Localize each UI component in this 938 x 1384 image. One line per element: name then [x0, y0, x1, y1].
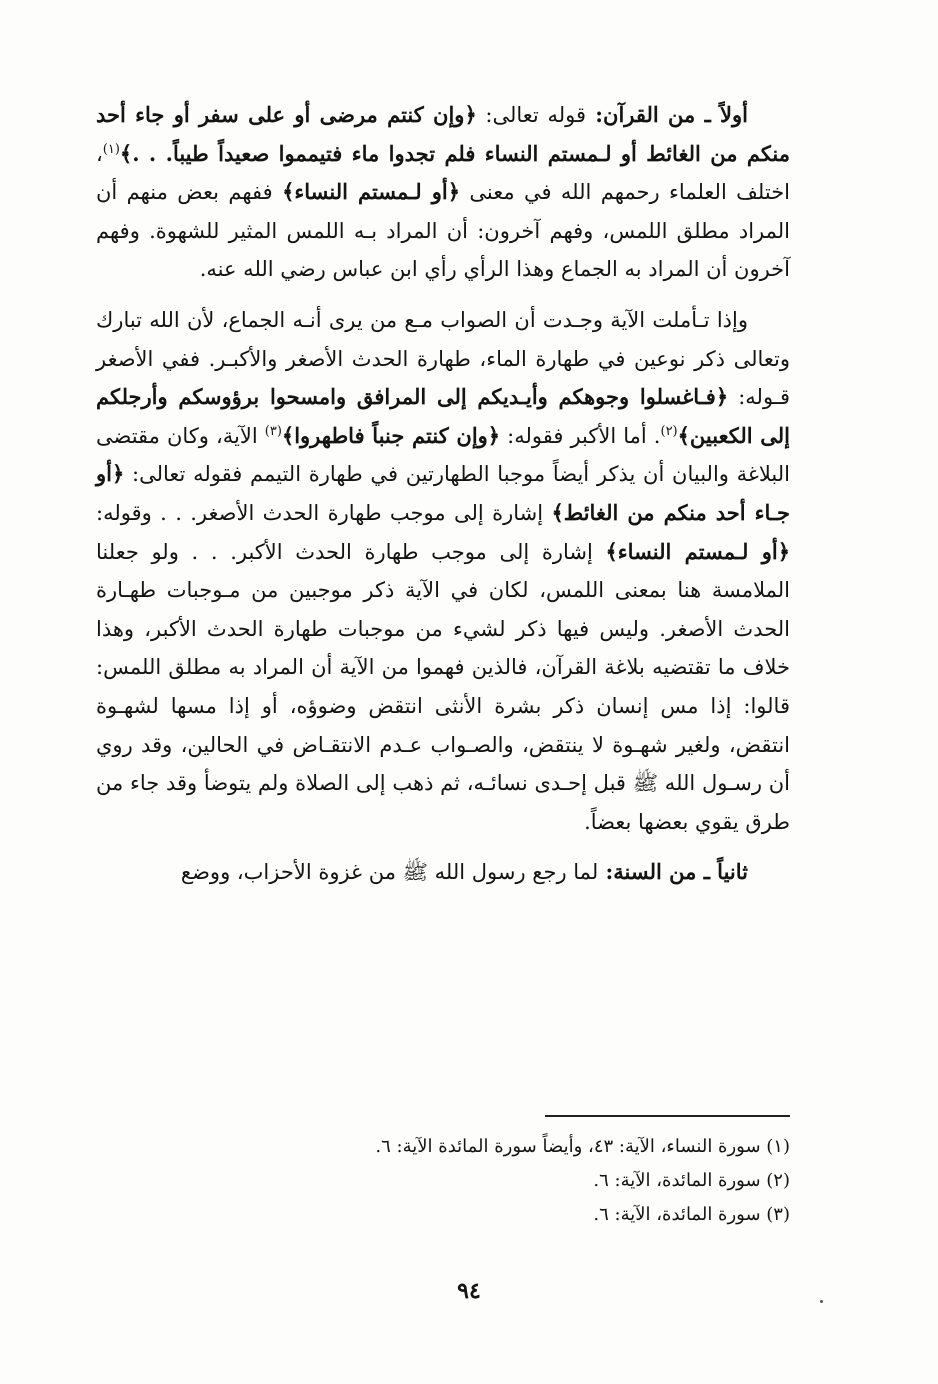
text-run: لما رجع رسول الله ﷺ من غزوة الأحزاب، ووضع [180, 860, 599, 885]
text-run: . أما الأكبر فقوله: [500, 423, 661, 448]
verse-quote: ﴿وإن كنتم جنباً فاطهروا﴾ [281, 422, 501, 448]
verse-quote: ﴿أو جـاء أحد منكم من الغائط﴾ [96, 461, 790, 525]
heading-from-quran: أولاً ـ من القرآن: [586, 102, 748, 127]
verse-quote: ﴿أو لـمستم النساء﴾ [282, 179, 461, 205]
verse-quote: ﴿وإن كنتم مرضى أو على سفر أو جاء أحد منكم من الغائط أو لـمستم النساء فلم تجدوا ماء فتيمموا صعيداً طيباً. . .﴾ [96, 102, 790, 166]
footnote-divider [545, 1115, 790, 1117]
verse-quote: ﴿أو لـمستم النساء﴾ [605, 538, 790, 564]
text-run: قوله تعالى: [476, 103, 586, 127]
page-number: ٩٤ [457, 1278, 481, 1304]
footnote-ref-2: (٢) [660, 423, 678, 439]
text-run: ففهم بعض منهم أن المراد مطلق اللمس، وفهم آخرون: أن المراد بـه اللمس المثير للشهوة. وفهم آخرون أن المراد به الجماع وهذا الرأي رأي ابن عباس رضي الله عنه. [96, 180, 790, 282]
text-run: الآية، وكان مقتضى البلاغة والبيان أن يذكر أيضاً موجبا الطهارتين في طهارة التيمم فقوله تعالى: [96, 423, 790, 487]
footnote-3: (٣) سورة المائدة، الآية: ٦. [593, 1204, 790, 1225]
paragraph-quran [96, 96, 790, 289]
verse-quote: ﴿فـاغسلوا وجوهكم وأيـديكم إلى المرافق وامسحوا برؤوسكم وأرجلكم إلى الكعبين﴾ [96, 384, 790, 448]
footnote-ref-1: (١) [102, 141, 120, 157]
text-run: إشارة إلى موجب طهارة الحدث الأكبر. . . ولو جعلنا الملامسة هنا بمعنى اللمس، لكان في الآية ذكر موجبين من مـوجبات طهـارة الحدث الأصغر. وليس فيها ذكر لشيء من موجبات طهارة الحدث الأكبر، وهذا خلاف ما تقتضيه بلاغة القرآن، فالذين فهموا من الآية أن المراد به مطلق اللمس: قالوا: إذا مس إنسان ذكر بشرة الأنثى انتقض وضوؤه، أو إذا مسها لشهـوة انتقض، ولغير شهـوة لا ينتقض، والصـواب عـدم الانتقـاض في الحالين، وقد روي أن رسـول الله ﷺ قبل إحـدى نسائـه، ثم ذهب إلى الصلاة ولم يتوضأ وقد جاء من طرق يقوي بعضها بعضاً. [96, 539, 790, 834]
scan-speck [820, 1300, 823, 1303]
footnote-2: (٢) سورة المائدة، الآية: ٦. [593, 1170, 790, 1191]
text-run: إشارة إلى موجب طهارة الحدث الأصغر. . . وقوله: [96, 500, 552, 525]
heading-from-sunnah: ثانياً ـ من السنة: [598, 859, 748, 885]
text-run: ، اختلف العلماء رحمهم الله في معنى [96, 141, 791, 205]
footnote-ref-3: (٣) [264, 423, 282, 439]
text-run: وإذا تـأملت الآية وجـدت أن الصواب مـع من يرى أنـه الجماع، لأن الله تبارك وتعالى ذكر نوعين في طهارة الماء، طهارة الحدث الأصغر والأكبـر. ففي الأصغر قـوله: [96, 307, 790, 410]
paragraph-sunnah [96, 853, 790, 892]
paragraph-analysis [96, 301, 790, 841]
footnote-1: (١) سورة النساء، الآية: ٤٣، وأيضاً سورة المائدة الآية: ٦. [375, 1136, 790, 1157]
footnotes [96, 1130, 790, 1232]
main-text [96, 96, 790, 892]
